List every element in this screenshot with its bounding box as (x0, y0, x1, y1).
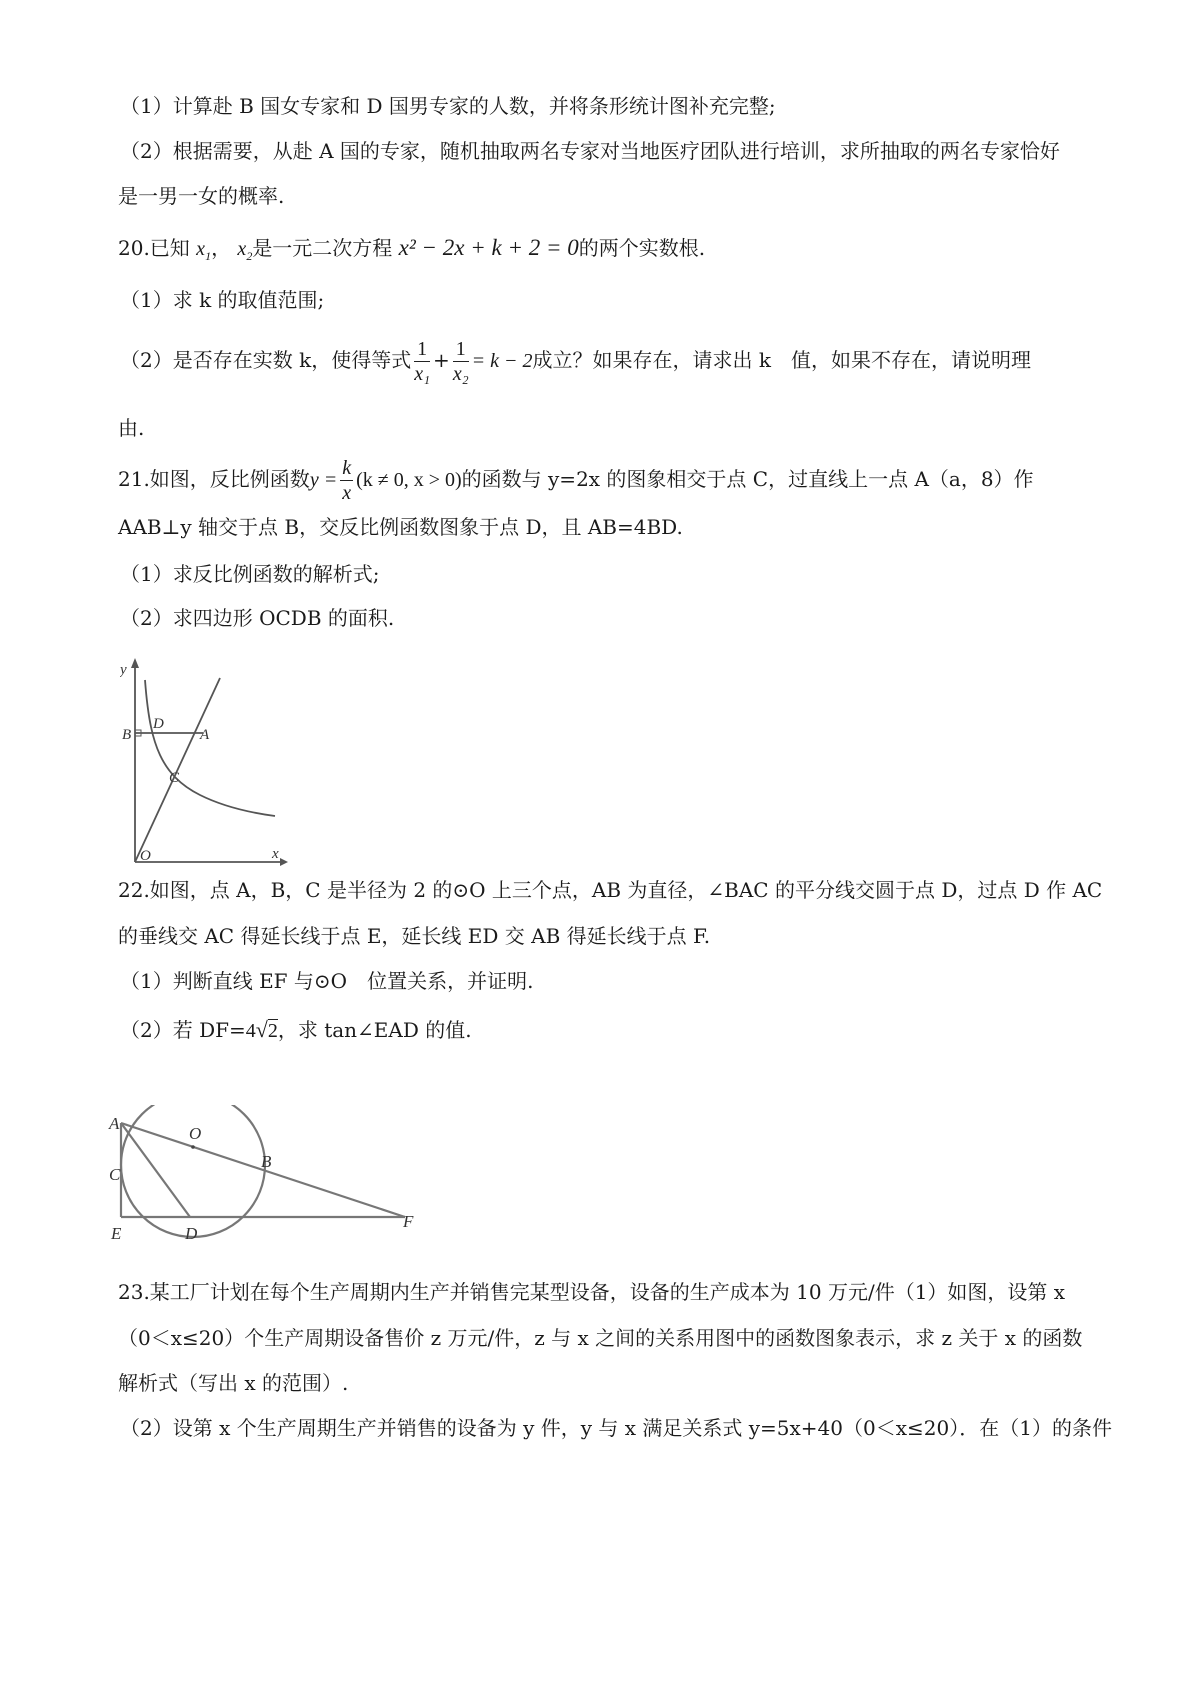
q22-label-e: E (111, 1224, 122, 1243)
q22-sqrt-coef: 4 (245, 1020, 256, 1042)
q21-part1: （1）求反比例函数的解析式; (120, 562, 380, 586)
q21-condition: (k ≠ 0, x > 0) (356, 469, 462, 491)
q21-y-eq: y = (309, 469, 338, 491)
q19-part2-line2: 是一男一女的概率. (118, 184, 285, 208)
q22-part1: （1）判断直线 EF 与⊙O 位置关系，并证明. (120, 969, 534, 993)
q21-y-arrow (131, 658, 139, 668)
q20-intro-mid: 是一元二次方程 (252, 236, 393, 260)
q21-label-a: A (200, 727, 210, 743)
q20-x2-sub: 2 (246, 249, 253, 263)
q23-line2: （0＜x≤20）个生产周期设备售价 z 万元/件，z 与 x 之间的关系用图中的函数图象表示，求 z 关于 x 的函数 (118, 1326, 1083, 1350)
q21-label-y: y (120, 662, 127, 678)
q21-label-c: C (169, 770, 180, 786)
q21-label-x: x (272, 846, 279, 862)
q22-label-b: B (261, 1152, 272, 1171)
q23-line3: 解析式（写出 x 的范围）. (118, 1371, 349, 1395)
q20-x1-sub: 1 (205, 249, 212, 263)
q23-line4: （2）设第 x 个生产周期生产并销售的设备为 y 件，y 与 x 满足关系式 y=5x+40（0＜x≤20）．在（1）的条件 (120, 1416, 1112, 1440)
q21-intro-end: 的函数与 y=2x 的图象相交于点 C，过直线上一点 A（a，8）作 (461, 467, 1034, 491)
q21-intro (118, 450, 1034, 509)
q21-figure (120, 650, 300, 870)
q20-intro-end: 的两个实数根. (578, 236, 706, 260)
q20-x2-var: x (237, 238, 247, 260)
q22-part2-end: ，求 tan∠EAD 的值. (277, 1018, 472, 1042)
q20-part2 (120, 330, 1031, 391)
q21-label-d: D (153, 716, 164, 732)
q20-part1: （1）求 k 的取值范围; (120, 288, 325, 312)
q21-x-arrow (280, 858, 288, 866)
q20-frac1-den: x₁ (414, 363, 431, 385)
q22-label-o: O (189, 1124, 202, 1143)
q21-part2: （2）求四边形 OCDB 的面积. (120, 606, 395, 630)
q20-equation-rhs: = k − 2 (471, 350, 533, 372)
q22-label-a: A (109, 1114, 120, 1133)
q20-part2-line2: 由. (118, 416, 145, 440)
q22-part2 (120, 1016, 472, 1045)
q22-line2: 的垂线交 AC 得延长线于点 E，延长线 ED 交 AB 得延长线于点 F. (118, 924, 711, 948)
q22-label-f: F (403, 1212, 414, 1231)
q20-frac2-den: x₂ (452, 363, 469, 385)
q22-line1: 22.如图，点 A，B，C 是半径为 2 的⊙O 上三个点，AB 为直径，∠BAC 的平分线交圆于点 D，过点 D 作 AC (118, 878, 1103, 902)
q22-figure (105, 1105, 435, 1250)
q22-sqrt-expr (245, 1017, 278, 1042)
q20-x1 (196, 238, 212, 263)
q21-label-o: O (140, 848, 151, 864)
q22-label-d: D (185, 1224, 198, 1243)
q20-intro (118, 234, 705, 270)
q19-part1: （1）计算赴 B 国女专家和 D 国男专家的人数，并将条形统计图补充完整; (120, 94, 776, 118)
q21-intro-start: 21.如图，反比例函数 (118, 467, 310, 491)
q20-comma: ， (211, 236, 232, 260)
q20-frac2-num: 1 (453, 337, 469, 362)
q20-fraction-1 (414, 337, 430, 386)
q23-line1: 23.某工厂计划在每个生产周期内生产并销售完某型设备，设备的生产成本为 10 万元/件（1）如图，设第 x (118, 1280, 1066, 1304)
q20-plus: + (433, 348, 450, 372)
q20-x1-var: x (196, 238, 206, 260)
q20-part2-start: （2）是否存在实数 k，使得等式 (120, 348, 412, 372)
q22-sqrt-sign: √ (255, 1017, 268, 1042)
q20-x2 (237, 238, 253, 263)
q20-part2-end: 成立？如果存在，请求出 k 值，如果不存在，请说明理 (532, 348, 1032, 372)
q21-frac-den: x (342, 482, 352, 504)
q20-equation: x² − 2x + k + 2 = 0 (398, 235, 579, 260)
q21-fraction (340, 456, 353, 505)
q21-intro-line2: AAB⊥y 轴交于点 B，交反比例函数图象于点 D，且 AB=4BD. (118, 515, 683, 539)
q20-intro-start: 20.已知 (118, 236, 190, 260)
q22-center-dot (191, 1145, 195, 1149)
q22-part2-start: （2）若 DF= (120, 1018, 246, 1042)
q20-fraction-2 (453, 337, 469, 386)
q22-label-c: C (109, 1165, 121, 1184)
q20-frac1-num: 1 (414, 337, 430, 362)
q21-label-b: B (122, 727, 132, 743)
q19-part2-line1: （2）根据需要，从赴 A 国的专家，随机抽取两名专家对当地医疗团队进行培训，求所抽取的两名专家恰好 (120, 139, 1060, 163)
q21-frac-num: k (342, 457, 352, 479)
q22-sqrt-arg: 2 (267, 1020, 278, 1042)
